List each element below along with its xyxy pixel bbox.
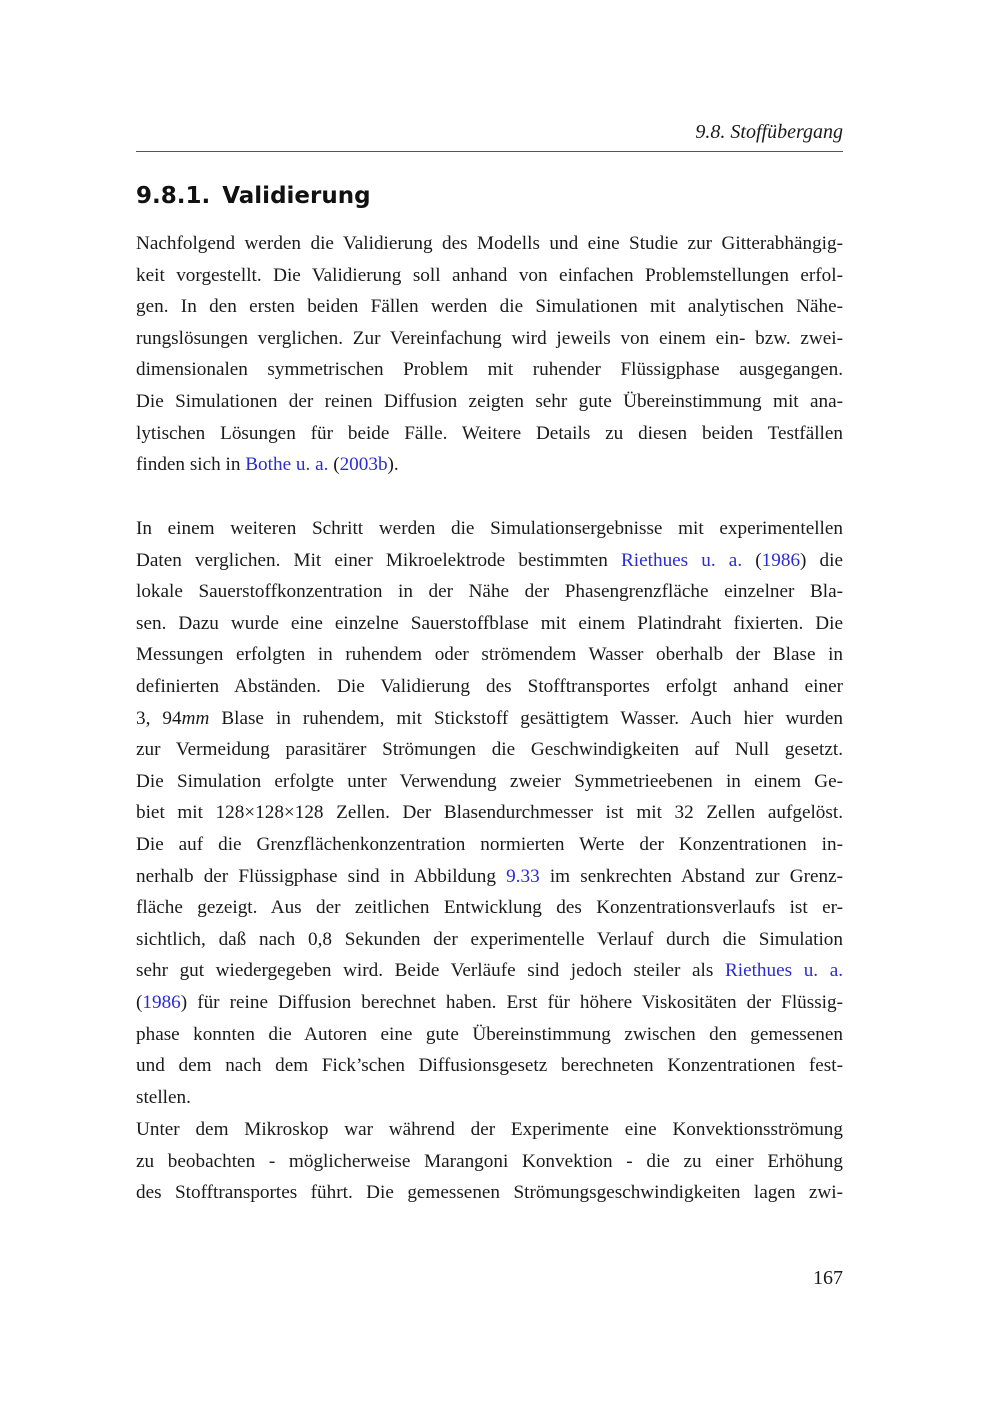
citation-year-link[interactable]: 1986 [142,991,181,1013]
section-heading [136,180,371,212]
text-line [136,449,843,481]
text-fragment: ). [387,454,399,476]
math-unit: mm [181,707,210,729]
text-line [136,703,843,735]
text-line: stellen. [136,1086,191,1108]
citation-link-bothe[interactable]: Bothe u. a. [245,454,329,476]
text-line: phase konnten die Autoren eine gute Übereinstimmung zwischen den gemessenen [136,1023,843,1045]
citation-link-riethues[interactable]: Riethues u. a. [724,960,843,982]
text-line: Unter dem Mikroskop war während der Experimente eine Konvektionsströmung [136,1119,843,1140]
text-line: sen. Dazu wurde eine einzelne Sauerstoffblase mit einem Platindraht fixierten. Die [136,612,843,634]
paragraph-1 [136,228,843,481]
text-line: Messungen erfolgten in ruhendem oder strömendem Wasser oberhalb der Blase in [136,644,843,666]
text-fragment: sehr gut wiedergegeben wird. Beide Verläufe sind jedoch steiler als [136,960,725,982]
text-fragment: ( [328,454,340,476]
citation-year-link[interactable]: 2003b [339,454,388,476]
paragraph-3 [136,1114,843,1209]
section-title: Validierung [222,183,371,209]
text-line: fläche gezeigt. Aus der zeitlichen Entwicklung des Konzentrationsverlaufs ist er- [136,897,843,919]
text-line: und dem nach dem Fick’schen Diffusionsgesetz berechneten Konzentrationen fest- [136,1055,843,1077]
text-line: lytischen Lösungen für beide Fälle. Weitere Details zu diesen beiden Testfällen [136,422,843,444]
text-fragment: finden sich in [136,454,246,476]
text-line [136,861,843,893]
text-line: definierten Abständen. Die Validierung des Stofftransportes erfolgt anhand einer [136,675,843,697]
text-line [136,545,843,577]
header-rule [136,151,843,152]
text-line: In einem weiteren Schritt werden die Simulationsergebnisse mit experimentellen [136,518,843,539]
paragraph-2 [136,513,843,1113]
text-fragment: ) die [800,549,843,571]
citation-year-link[interactable]: 1986 [761,549,801,571]
text-line: keit vorgestellt. Die Validierung soll anhand von einfachen Problemstellungen erfol- [136,264,843,286]
text-line [136,955,843,987]
text-fragment: Daten verglichen. Mit einer Mikroelektrode bestimmten [136,549,621,571]
text-line: lokale Sauerstoffkonzentration in der Nähe der Phasengrenzfläche einzelner Bla- [136,581,843,603]
text-line: zu beobachten - möglicherweise Marangoni Konvektion - die zu einer Erhöhung [136,1150,843,1172]
text-line: Die auf die Grenzflächenkonzentration normierten Werte der Konzentrationen in- [136,833,843,855]
text-line: sichtlich, daß nach 0,8 Sekunden der experimentelle Verlauf durch die Simulation [136,928,843,950]
citation-link-riethues[interactable]: Riethues u. a. [621,549,743,571]
text-line: des Stofftransportes führt. Die gemessenen Strömungsgeschwindigkeiten lagen zwi- [136,1182,843,1204]
text-line: zur Vermeidung parasitärer Strömungen die Geschwindigkeiten auf Null gesetzt. [136,739,843,761]
text-line: Nachfolgend werden die Validierung des Modells und eine Studie zur Gitterabhängig- [136,233,843,254]
math-number: 3, 94 [136,707,182,729]
figure-reference-link[interactable]: 9.33 [506,865,540,887]
text-line: biet mit 128×128×128 Zellen. Der Blasendurchmesser ist mit 32 Zellen aufgelöst. [136,802,843,824]
text-fragment: ) für reine Diffusion berechnet haben. Erst für höhere Viskositäten der Flüssig- [180,991,843,1013]
text-fragment: im senkrechten Abstand zur Grenz- [539,865,843,887]
text-line: rungslösungen verglichen. Zur Vereinfachung wird jeweils von einem ein- bzw. zwei- [136,327,843,349]
text-fragment: Blase in ruhendem, mit Stickstoff gesättigtem Wasser. Auch hier wurden [209,707,843,729]
text-line [136,987,843,1019]
text-line: gen. In den ersten beiden Fällen werden die Simulationen mit analytischen Nähe- [136,296,843,318]
text-line: Die Simulationen der reinen Diffusion zeigten sehr gute Übereinstimmung mit ana- [136,390,843,412]
text-line: dimensionalen symmetrischen Problem mit ruhender Flüssigphase ausgegangen. [136,359,843,381]
page-number: 167 [813,1267,843,1289]
running-header: 9.8. Stoffübergang [695,121,843,143]
text-fragment: ( [742,549,762,571]
text-line: Die Simulation erfolgte unter Verwendung zweier Symmetrieebenen in einem Ge- [136,770,843,792]
text-fragment: ( [136,991,143,1013]
section-number: 9.8.1. [136,183,211,209]
text-fragment: nerhalb der Flüssigphase sind in Abbildung [136,865,507,887]
